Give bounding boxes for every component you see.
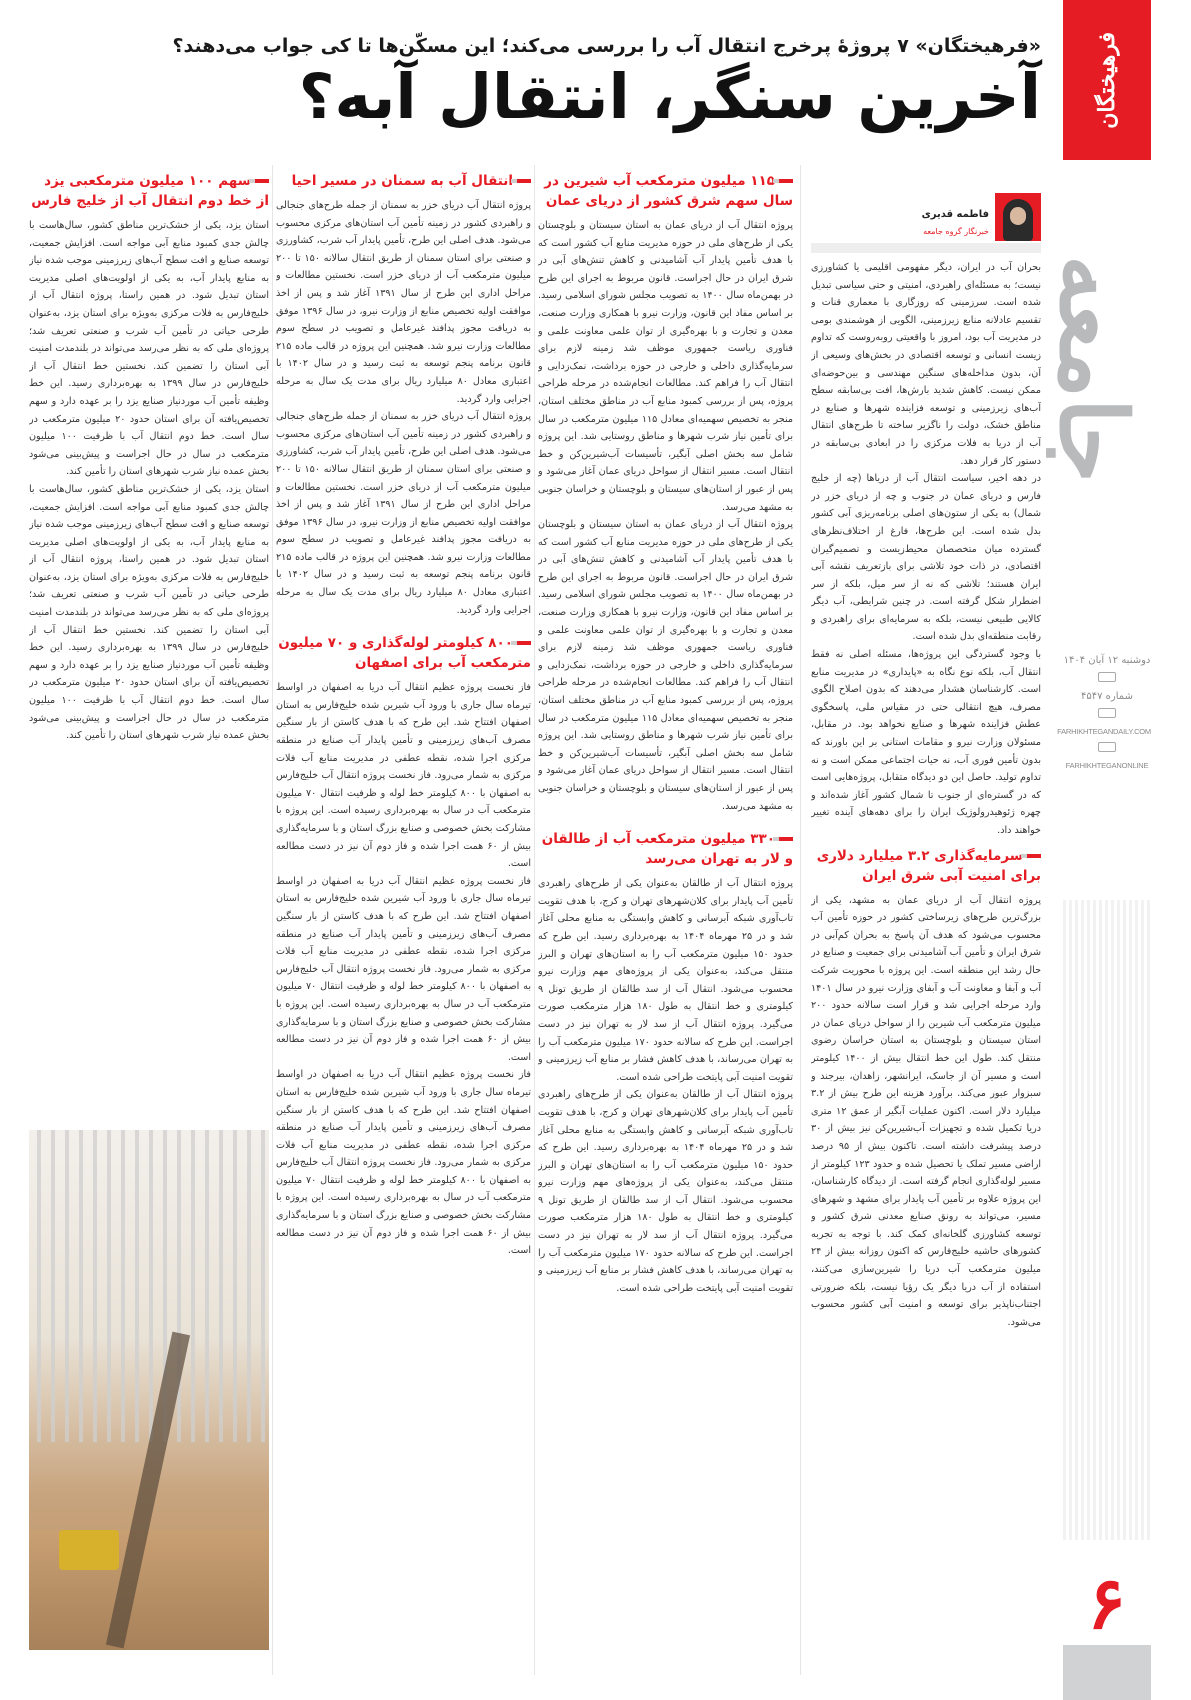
subheading: انتقال آب به سمنان در مسیر احیا	[276, 171, 531, 191]
masthead-logo[interactable]	[1063, 0, 1151, 160]
page-number: ۶	[1087, 1560, 1126, 1645]
subheading: ۱۱۵ میلیون مترمکعب آب شیرین در سال سهم شرق کشور از دریای عمان	[544, 173, 793, 209]
newspaper-icon	[1098, 672, 1116, 682]
photo-excavator	[59, 1530, 119, 1570]
right-rail	[1039, 0, 1191, 1700]
logo-text: فرهیختگان	[1094, 31, 1120, 129]
decorative-bar-pattern	[29, 1130, 269, 1442]
author-name: فاطمه قدیری	[921, 208, 989, 220]
headline: آخرین سنگر، انتقال آبه؟	[298, 60, 1041, 133]
article-body: پروژه انتقال آب از طالقان به‌عنوان یکی از طرح‌های راهبردی تأمین آب پایدار برای کلان‌شهرهای تهران و کرج، با هدف تقویت تاب‌آوری شبکه آبرسانی و کاهش وابستگی به منابع محلی آغاز شد و در ۲۵ مهرماه ۱۴۰۴ به بهره‌برداری رسید. این طرح که حدود ۱۵۰ میلیون مترمکعب آب را به استان‌های تهران و البرز منتقل می‌کند، به‌عنوان یکی از پروژه‌های مهم وزارت نیرو محسوب می‌شود. انتقال آب از سد طالقان از طریق تونل ۹ کیلومتری و خط انتقال به طول ۱۸۰ هزار مترمکعب صورت می‌گیرد. پروژه انتقال آب از سد لار به تهران نیز در دست اجراست. این طرح که سالانه حدود ۱۷۰ میلیون مترمکعب آب را به تهران می‌رساند، با هدف کاهش فشار بر منابع آب زیرزمینی و تقویت امنیت آبی پایتخت طراحی شده است.	[538, 878, 793, 1083]
article-body: پروژه انتقال آب دریای خزر به سمنان از جمله طرح‌های جنجالی و راهبردی کشور در زمینه تأمین آب استان‌های مرکزی محسوب می‌شود. هدف اصلی این طرح، تأمین پایدار آب شرب، کشاورزی و صنعتی برای استان سمنان از طریق انتقال سالانه ۱۵۰ تا ۲۰۰ میلیون مترمکعب آب از دریای خزر است. نخستین مطالعات و مراحل اداری این طرح از سال ۱۳۹۱ آغاز شد و پس از اخذ موافقت اولیه تخصیص منابع از وزارت نیرو، در سال ۱۳۹۶ موفق به دریافت مجوز پدافند غیرعامل و تصویب در سطح سوم مطالعات وزارت نیرو شد. همچنین این پروژه در قالب ماده ۲۱۵ قانون برنامه پنجم توسعه به ثبت رسید و در سال ۱۴۰۲ با اعتباری معادل ۸۰ میلیارد ریال برای مدت یک سال به مرحله اجرایی وارد گردید.	[276, 200, 531, 405]
column-divider	[534, 165, 535, 1675]
issue-meta	[1057, 655, 1151, 776]
article-body: فاز نخست پروژه عظیم انتقال آب دریا به اصفهان در اواسط تیرماه سال جاری با ورود آب شیرین شده خلیج‌فارس به استان اصفهان افتتاح شد. این طرح که با هدف کاستن از بار سنگین مصرف آب‌های زیرزمینی و تأمین پایدار آب صنایع در منطقه مرکزی اجرا شده، نقطه عطفی در مدیریت منابع آب فلات مرکزی به شمار می‌رود. فاز نخست پروژه انتقال آب خلیج‌فارس به اصفهان با ۸۰۰ کیلومتر خط لوله و ظرفیت انتقال ۷۰ میلیون مترمکعب آب در سال به بهره‌برداری رسیده است. این پروژه با مشارکت بخش خصوصی و صنایع بزرگ استان و با سرمایه‌گذاری بیش از ۶۰ همت اجرا شده و فاز دوم آن نیز در دست مطالعه است.	[276, 1069, 531, 1257]
subheading-marker	[779, 837, 793, 841]
subheading-marker	[779, 179, 793, 183]
social-handle[interactable]: FARHIKHTEGANONLINE	[1065, 761, 1149, 770]
subheading: ۳۳۰ میلیون مترمکعب آب از طالقان و لار به تهران می‌رسد	[541, 831, 793, 868]
author-avatar	[995, 193, 1041, 241]
subheading: ۸۰۰ کیلومتر لوله‌گذاری و ۷۰ میلیون مترمکعب آب برای اصفهان	[278, 635, 531, 672]
decorative-pattern	[1063, 900, 1151, 1540]
article-body: پروژه انتقال آب از دریای عمان به استان سیستان و بلوچستان یکی از طرح‌های ملی در حوزه مدیریت منابع آب کشور است که با هدف تأمین پایدار آب آشامیدنی و کاهش تنش‌های آبی در شرق ایران در حال اجراست. قانون مربوط به اجرای این طرح در بهمن‌ماه سال ۱۴۰۰ به تصویب مجلس شورای اسلامی رسید. بر اساس مفاد این قانون، وزارت نیرو با همکاری وزارت صنعت، معدن و تجارت و با بهره‌گیری از توان علمی معاونت علمی و فناوری ریاست جمهوری موظف شد زمینه لازم برای سرمایه‌گذاری داخلی و خارجی در حوزه برداشت، نمک‌زدایی و انتقال آب را فراهم کند. مطالعات انجام‌شده در مرحله طراحی پروژه، پس از بررسی کمبود منابع آب در مناطق مختلف استان، منجر به تخصیص سهمیه‌ای معادل ۱۱۵ میلیون مترمکعب در سال برای تأمین نیاز شرب شهرها و مناطق روستایی شد. این پروژه شامل سه بخش اصلی آبگیر، تأسیسات آب‌شیرین‌کن و خط انتقال است. مسیر انتقال از سواحل دریای عمان آغاز می‌شود و پس از عبور از استان‌های سیستان و بلوچستان و خراسان جنوبی به مشهد می‌رسد.	[538, 519, 793, 812]
section-title: جامعه	[1039, 255, 1147, 483]
column-2	[538, 165, 793, 1675]
issue-number: شماره ۴۵۴۷	[1081, 691, 1133, 702]
rail-footer-block	[1063, 1645, 1151, 1700]
intro-paragraph: با وجود گستردگی این پروژه‌ها، مسئله اصلی نه فقط انتقال آب، بلکه نوع نگاه به «پایداری» در مدیریت منابع است. کارشناسان هشدار می‌دهند که بدون اصلاح الگوی مصرف، هیچ انتقالی حتی در مقیاس ملی، پاسخگوی عطش فزاینده شهرها و صنایع نخواهد بود. در مقابل، مسئولان وزارت نیرو و مقامات استانی بر این باورند که بدون تأمین فوری آب، نه حیات اجتماعی ممکن است و نه تداوم تولید. حاصل این دو دیدگاه متقابل، پروژه‌هایی است که در گستره‌ای از جنوب تا شمال کشور آغاز شده‌اند و چهره ژئوهیدرولوژیک ایران را برای دهه‌های آینده تغییر خواهند داد.	[811, 649, 1041, 836]
social-icon	[1098, 742, 1116, 752]
pipeline-construction-photo	[29, 1130, 269, 1650]
website-icon	[1098, 708, 1116, 718]
column-divider	[800, 165, 801, 1675]
column-4	[29, 165, 269, 1115]
article-body: پروژه انتقال آب از دریای عمان به استان سیستان و بلوچستان یکی از طرح‌های ملی در حوزه مدیریت منابع آب کشور است که با هدف تأمین پایدار آب آشامیدنی و کاهش تنش‌های آبی در شرق ایران در حال اجراست. قانون مربوط به اجرای این طرح در بهمن‌ماه سال ۱۴۰۰ به تصویب مجلس شورای اسلامی رسید. بر اساس مفاد این قانون، وزارت نیرو با همکاری وزارت صنعت، معدن و تجارت و با بهره‌گیری از توان علمی معاونت علمی و فناوری ریاست جمهوری موظف شد زمینه لازم برای سرمایه‌گذاری داخلی و خارجی در حوزه برداشت، نمک‌زدایی و انتقال آب را فراهم کند. مطالعات انجام‌شده در مرحله طراحی پروژه، پس از بررسی کمبود منابع آب در مناطق مختلف استان، منجر به تخصیص سهمیه‌ای معادل ۱۱۵ میلیون مترمکعب در سال برای تأمین نیاز شرب شهرها و مناطق روستایی شد. این پروژه شامل سه بخش اصلی آبگیر، تأسیسات آب‌شیرین‌کن و خط انتقال است. مسیر انتقال از سواحل دریای عمان آغاز می‌شود و پس از عبور از استان‌های سیستان و بلوچستان و خراسان جنوبی به مشهد می‌رسد.	[538, 220, 793, 513]
column-1	[811, 165, 1041, 1675]
article-body: فاز نخست پروژه عظیم انتقال آب دریا به اصفهان در اواسط تیرماه سال جاری با ورود آب شیرین شده خلیج‌فارس به استان اصفهان افتتاح شد. این طرح که با هدف کاستن از بار سنگین مصرف آب‌های زیرزمینی و تأمین پایدار آب صنایع در منطقه مرکزی اجرا شده، نقطه عطفی در مدیریت منابع آب فلات مرکزی به شمار می‌رود. فاز نخست پروژه انتقال آب خلیج‌فارس به اصفهان با ۸۰۰ کیلومتر خط لوله و ظرفیت انتقال ۷۰ میلیون مترمکعب آب در سال به بهره‌برداری رسیده است. این پروژه با مشارکت بخش خصوصی و صنایع بزرگ استان و با سرمایه‌گذاری بیش از ۶۰ همت اجرا شده و فاز دوم آن نیز در دست مطالعه است.	[276, 875, 531, 1063]
column-3	[276, 165, 531, 1675]
article-body: پروژه انتقال آب از دریای عمان به مشهد، یکی از بزرگ‌ترین طرح‌های زیرساختی کشور در حوزه تأمین آب محسوب می‌شود که هدف آن پاسخ به بحران کم‌آبی در شرق ایران و تأمین آب آشامیدنی برای جمعیت و صنایع در حال رشد این منطقه است. این پروژه با محوریت شرکت آب و آبفا و معاونت آب و آبفای وزارت نیرو در سال ۱۴۰۱ وارد مرحله اجرایی شد و قرار است سالانه حدود ۲۰۰ میلیون مترمکعب آب شیرین را از سواحل دریای عمان در استان سیستان و بلوچستان به استان خراسان رضوی منتقل کند. طول این خط انتقال بیش از ۱۴۰۰ کیلومتر است و مسیر آن از جاسک، ایرانشهر، زاهدان، بیرجند و سبزوار عبور می‌کند. برآورد هزینه این طرح بیش از ۳.۲ میلیارد دلار است. اکنون عملیات آبگیر از عمق ۱۲ متری دریا تکمیل شده و تجهیزات آب‌شیرین‌کن نیز بیش از ۳۰ درصد پیشرفت داشته است. تاکنون بیش از ۹۵ درصد اراضی مسیر تملک یا تحصیل شده و حدود ۱۲۳ کیلومتر از مسیر لوله‌گذاری انجام گرفته است. از دیدگاه کارشناسان، این پروژه علاوه بر تأمین آب پایدار برای مشهد و شهرهای مسیر، می‌تواند به رونق صنایع معدنی شرق کشور و توسعه کشاورزی گلخانه‌ای کمک کند. با توجه به تجربه کشورهای حاشیه خلیج‌فارس که اکنون روزانه بیش از ۲۴ میلیون مترمکعب آب دریا را شیرین‌سازی می‌کنند، استفاده از آب دریا دیگر یک رؤیا نیست، بلکه ضرورتی اجتناب‌ناپذیر برای توسعه و امنیت آبی کشور محسوب می‌شود.	[811, 894, 1041, 1328]
author-byline	[811, 193, 1041, 253]
website-link[interactable]: FARHIKHTEGANDAILY.COM	[1057, 727, 1151, 736]
issue-date: دوشنبه ۱۲ آبان ۱۴۰۴	[1063, 655, 1151, 666]
article-body: استان یزد، یکی از خشک‌ترین مناطق کشور، سال‌هاست با چالش جدی کمبود منابع آبی مواجه است. افزایش جمعیت، توسعه صنایع و افت سطح آب‌های زیرزمینی موجب شده نیاز به منابع پایدار آب، به یکی از اولویت‌های اصلی مدیریت استان تبدیل شود. در همین راستا، پروژه انتقال آب از خلیج‌فارس به فلات مرکزی به‌ویژه برای استان یزد، به‌عنوان طرحی حیاتی در تأمین آب شرب و صنعتی تعریف شد؛ پروژه‌ای ملی که به نظر می‌رسد می‌تواند در بلندمدت امنیت آبی استان را تضمین کند. نخستین خط انتقال آب از خلیج‌فارس در سال ۱۳۹۹ به بهره‌برداری رسید. این خط وظیفه تأمین آب موردنیاز صنایع یزد را بر عهده دارد و سهم تخصیص‌یافته آن برای استان حدود ۲۰ میلیون مترمکعب در سال است. خط دوم انتقال آب با ظرفیت ۱۰۰ میلیون مترمکعب در سال در حال اجراست و پیش‌بینی می‌شود بخش عمده نیاز شرب شهرهای استان را تأمین کند.	[29, 483, 269, 742]
subheading-marker	[255, 179, 269, 183]
article-body: پروژه انتقال آب دریای خزر به سمنان از جمله طرح‌های جنجالی و راهبردی کشور در زمینه تأمین آب استان‌های مرکزی محسوب می‌شود. هدف اصلی این طرح، تأمین پایدار آب شرب، کشاورزی و صنعتی برای استان سمنان از طریق انتقال سالانه ۱۵۰ تا ۲۰۰ میلیون مترمکعب آب از دریای خزر است. نخستین مطالعات و مراحل اداری این طرح از سال ۱۳۹۱ آغاز شد و پس از اخذ موافقت اولیه تخصیص منابع از وزارت نیرو، در سال ۱۳۹۶ موفق به دریافت مجوز پدافند غیرعامل و تصویب در سطح سوم مطالعات وزارت نیرو شد. همچنین این پروژه در قالب ماده ۲۱۵ قانون برنامه پنجم توسعه به ثبت رسید و در سال ۱۴۰۲ با اعتباری معادل ۸۰ میلیارد ریال برای مدت یک سال به مرحله اجرایی وارد گردید.	[276, 411, 531, 616]
column-divider	[272, 165, 273, 1675]
subheading: سهم ۱۰۰ میلیون مترمکعبی یزد از خط دوم انتقال آب از خلیج فارس	[31, 173, 269, 209]
subheading-marker	[1027, 854, 1041, 858]
article-body: استان یزد، یکی از خشک‌ترین مناطق کشور، سال‌هاست با چالش جدی کمبود منابع آبی مواجه است. افزایش جمعیت، توسعه صنایع و افت سطح آب‌های زیرزمینی موجب شده نیاز به منابع پایدار آب، به یکی از اولویت‌های اصلی مدیریت استان تبدیل شود. در همین راستا، پروژه انتقال آب از خلیج‌فارس به فلات مرکزی به‌ویژه برای استان یزد، به‌عنوان طرحی حیاتی در تأمین آب شرب و صنعتی تعریف شد؛ پروژه‌ای ملی که به نظر می‌رسد می‌تواند در بلندمدت امنیت آبی استان را تضمین کند. نخستین خط انتقال آب از خلیج‌فارس در سال ۱۳۹۹ به بهره‌برداری رسید. این خط وظیفه تأمین آب موردنیاز صنایع یزد را بر عهده دارد و سهم تخصیص‌یافته آن برای استان حدود ۲۰ میلیون مترمکعب در سال است. خط دوم انتقال آب با ظرفیت ۱۰۰ میلیون مترمکعب در سال در حال اجراست و پیش‌بینی می‌شود بخش عمده نیاز شرب شهرهای استان را تأمین کند.	[29, 220, 269, 478]
subheading: سرمایه‌گذاری ۳.۲ میلیارد دلاری برای امنیت آبی شرق ایران	[816, 847, 1041, 884]
author-role: خبرنگار گروه جامعه	[923, 227, 989, 237]
intro-paragraph: در دهه اخیر، سیاست انتقال آب از دریاها (چه از خلیج فارس و دریای عمان در جنوب و چه از دریای خزر در شمال) به یکی از ستون‌های اصلی برنامه‌ریزی آبی کشور بدل شده است. این طرح‌ها، فارغ از اختلاف‌نظرهای گسترده میان متخصصان محیط‌زیست و تصمیم‌گیران اقتصادی، در ذات خود تلاشی برای بازتعریف نقشه آبی ایران هستند؛ تلاشی که نه از سر میل، بلکه از سر اضطرار شکل گرفته است. در چنین شرایطی، آب دیگر کالایی طبیعی نیست، بلکه به سرمایه‌ای برای راهبردی و رقابت منطقه‌ای بدل شده است.	[811, 473, 1041, 643]
subheading-marker	[517, 641, 531, 645]
kicker: «فرهیختگان» ۷ پروژۀ پرخرج انتقال آب را بررسی می‌کند؛ این مسکّن‌ها تا کی جواب می‌دهند؟	[172, 35, 1041, 57]
subheading-marker	[517, 179, 531, 183]
article-body: فاز نخست پروژه عظیم انتقال آب دریا به اصفهان در اواسط تیرماه سال جاری با ورود آب شیرین شده خلیج‌فارس به استان اصفهان افتتاح شد. این طرح که با هدف کاستن از بار سنگین مصرف آب‌های زیرزمینی و تأمین پایدار آب صنایع در منطقه مرکزی اجرا شده، نقطه عطفی در مدیریت منابع آب فلات مرکزی به شمار می‌رود. فاز نخست پروژه انتقال آب خلیج‌فارس به اصفهان با ۸۰۰ کیلومتر خط لوله و ظرفیت انتقال ۷۰ میلیون مترمکعب آب در سال به بهره‌برداری رسیده است. این پروژه با مشارکت بخش خصوصی و صنایع بزرگ استان و با سرمایه‌گذاری بیش از ۶۰ همت اجرا شده و فاز دوم آن نیز در دست مطالعه است.	[276, 682, 531, 870]
article-body: پروژه انتقال آب از طالقان به‌عنوان یکی از طرح‌های راهبردی تأمین آب پایدار برای کلان‌شهرهای تهران و کرج، با هدف تقویت تاب‌آوری شبکه آبرسانی و کاهش وابستگی به منابع محلی آغاز شد و در ۲۵ مهرماه ۱۴۰۴ به بهره‌برداری رسید. این طرح که حدود ۱۵۰ میلیون مترمکعب آب را به استان‌های تهران و البرز منتقل می‌کند، به‌عنوان یکی از پروژه‌های مهم وزارت نیرو محسوب می‌شود. انتقال آب از سد طالقان از طریق تونل ۹ کیلومتری و خط انتقال به طول ۱۸۰ هزار مترمکعب صورت می‌گیرد. پروژه انتقال آب از سد لار به تهران نیز در دست اجراست. این طرح که سالانه حدود ۱۷۰ میلیون مترمکعب آب را به تهران می‌رساند، با هدف کاهش فشار بر منابع آب زیرزمینی و تقویت امنیت آبی پایتخت طراحی شده است.	[538, 1089, 793, 1294]
intro-paragraph: بحران آب در ایران، دیگر مفهومی اقلیمی یا کشاورزی نیست؛ به مسئله‌ای راهبردی، امنیتی و حتی سیاسی تبدیل شده است. سرزمینی که روزگاری با معماری قنات و تقسیم عادلانه منابع زیرزمینی، الگویی از هوشمندی بومی در مدیریت آب بود، امروز با واقعیتی روبه‌روست که تداوم زیست انسانی و توسعه اقتصادی در بخش‌های وسیعی از آن، بدون مداخله‌های سنگین مهندسی و بین‌حوضه‌ای ممکن نیست. کاهش شدید بارش‌ها، افت بی‌سابقه سطح آب‌های زیرزمینی و توسعه فزاینده شهرها و صنایع در مناطق خشک، دولت را ناگزیر ساخته تا طرح‌های انتقال آب از دریا به فلات مرکزی را در ابعادی بی‌سابقه در دستور کار قرار دهد.	[811, 262, 1041, 467]
